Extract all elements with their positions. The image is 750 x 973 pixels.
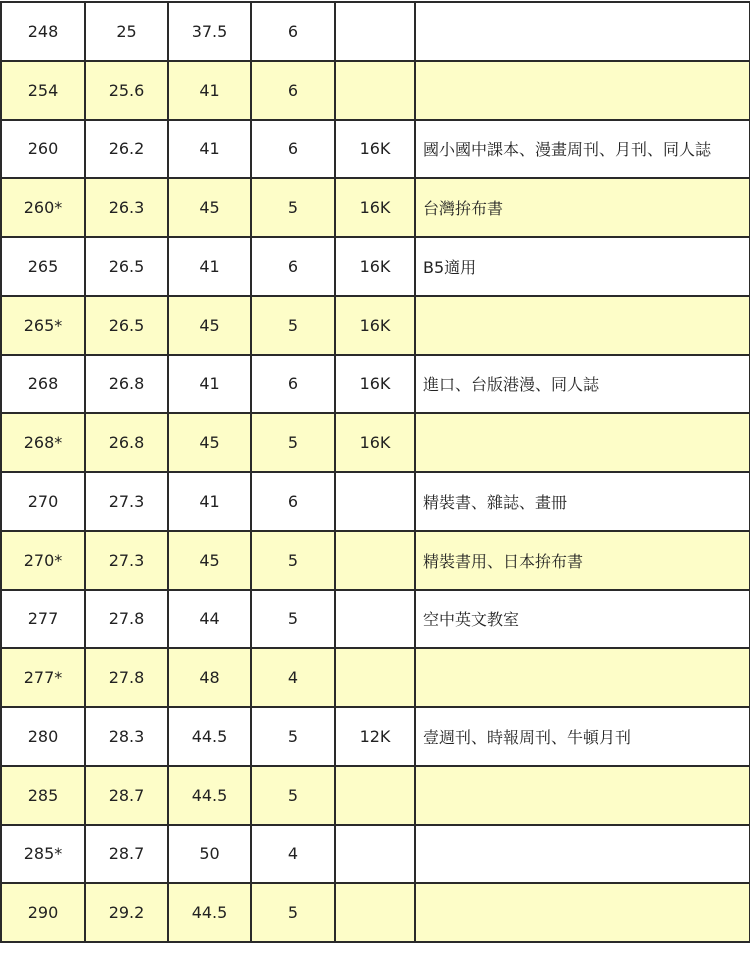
format-cell <box>335 590 415 649</box>
width-cell: 27.3 <box>85 472 168 531</box>
count-cell: 6 <box>251 61 335 120</box>
size-cell: 285* <box>1 825 85 884</box>
format-cell <box>335 825 415 884</box>
format-cell: 16K <box>335 413 415 472</box>
table-row <box>1 2 750 61</box>
note-cell <box>415 296 750 355</box>
table-row <box>1 883 750 942</box>
format-cell <box>335 2 415 61</box>
height-cell: 45 <box>168 413 251 472</box>
width-cell: 26.5 <box>85 237 168 296</box>
height-cell: 50 <box>168 825 251 884</box>
note-cell: 壹週刊、時報周刊、牛頓月刊 <box>415 707 750 766</box>
format-cell: 12K <box>335 707 415 766</box>
table-row <box>1 707 750 766</box>
height-cell: 41 <box>168 355 251 414</box>
height-cell: 44.5 <box>168 707 251 766</box>
count-cell: 5 <box>251 413 335 472</box>
size-cell: 260 <box>1 120 85 179</box>
note-cell: B5適用 <box>415 237 750 296</box>
width-cell: 26.8 <box>85 355 168 414</box>
height-cell: 37.5 <box>168 2 251 61</box>
size-cell: 265 <box>1 237 85 296</box>
height-cell: 44.5 <box>168 766 251 825</box>
size-cell: 290 <box>1 883 85 942</box>
width-cell: 26.5 <box>85 296 168 355</box>
note-cell <box>415 648 750 707</box>
height-cell: 41 <box>168 120 251 179</box>
table-row <box>1 531 750 590</box>
width-cell: 25.6 <box>85 61 168 120</box>
count-cell: 5 <box>251 883 335 942</box>
size-cell: 248 <box>1 2 85 61</box>
width-cell: 27.3 <box>85 531 168 590</box>
count-cell: 5 <box>251 531 335 590</box>
height-cell: 45 <box>168 178 251 237</box>
count-cell: 5 <box>251 178 335 237</box>
width-cell: 26.2 <box>85 120 168 179</box>
note-cell <box>415 825 750 884</box>
format-cell <box>335 766 415 825</box>
table-row <box>1 766 750 825</box>
size-cell: 265* <box>1 296 85 355</box>
note-cell <box>415 766 750 825</box>
table-row <box>1 61 750 120</box>
note-cell <box>415 413 750 472</box>
size-cell: 254 <box>1 61 85 120</box>
format-cell: 16K <box>335 296 415 355</box>
format-cell: 16K <box>335 237 415 296</box>
format-cell: 16K <box>335 178 415 237</box>
count-cell: 6 <box>251 355 335 414</box>
note-cell <box>415 883 750 942</box>
width-cell: 25 <box>85 2 168 61</box>
format-cell: 16K <box>335 355 415 414</box>
note-cell: 精裝書用、日本拚布書 <box>415 531 750 590</box>
size-cell: 268* <box>1 413 85 472</box>
width-cell: 27.8 <box>85 590 168 649</box>
width-cell: 29.2 <box>85 883 168 942</box>
width-cell: 28.3 <box>85 707 168 766</box>
note-cell <box>415 61 750 120</box>
count-cell: 4 <box>251 648 335 707</box>
count-cell: 6 <box>251 237 335 296</box>
note-cell: 空中英文教室 <box>415 590 750 649</box>
count-cell: 5 <box>251 707 335 766</box>
table-row <box>1 472 750 531</box>
table-row <box>1 296 750 355</box>
height-cell: 45 <box>168 531 251 590</box>
format-cell <box>335 883 415 942</box>
size-cell: 268 <box>1 355 85 414</box>
table-row <box>1 120 750 179</box>
format-cell <box>335 648 415 707</box>
table-row <box>1 648 750 707</box>
table-row <box>1 237 750 296</box>
size-cell: 260* <box>1 178 85 237</box>
size-cell: 285 <box>1 766 85 825</box>
note-cell: 台灣拚布書 <box>415 178 750 237</box>
size-cell: 280 <box>1 707 85 766</box>
count-cell: 6 <box>251 472 335 531</box>
format-cell <box>335 531 415 590</box>
format-cell <box>335 61 415 120</box>
format-cell: 16K <box>335 120 415 179</box>
count-cell: 6 <box>251 120 335 179</box>
format-cell <box>335 472 415 531</box>
table-row <box>1 590 750 649</box>
width-cell: 28.7 <box>85 825 168 884</box>
width-cell: 26.8 <box>85 413 168 472</box>
count-cell: 4 <box>251 825 335 884</box>
width-cell: 27.8 <box>85 648 168 707</box>
width-cell: 28.7 <box>85 766 168 825</box>
size-table <box>0 1 750 943</box>
height-cell: 44 <box>168 590 251 649</box>
table-row <box>1 825 750 884</box>
table-row <box>1 178 750 237</box>
count-cell: 6 <box>251 2 335 61</box>
size-cell: 277* <box>1 648 85 707</box>
size-cell: 270* <box>1 531 85 590</box>
count-cell: 5 <box>251 590 335 649</box>
width-cell: 26.3 <box>85 178 168 237</box>
size-cell: 277 <box>1 590 85 649</box>
size-table-body <box>1 2 750 942</box>
height-cell: 41 <box>168 61 251 120</box>
height-cell: 44.5 <box>168 883 251 942</box>
count-cell: 5 <box>251 766 335 825</box>
size-cell: 270 <box>1 472 85 531</box>
height-cell: 41 <box>168 237 251 296</box>
height-cell: 41 <box>168 472 251 531</box>
count-cell: 5 <box>251 296 335 355</box>
note-cell: 進口、台版港漫、同人誌 <box>415 355 750 414</box>
note-cell: 國小國中課本、漫畫周刊、月刊、同人誌 <box>415 120 750 179</box>
note-cell: 精裝書、雜誌、畫冊 <box>415 472 750 531</box>
height-cell: 48 <box>168 648 251 707</box>
table-row <box>1 413 750 472</box>
note-cell <box>415 2 750 61</box>
table-row <box>1 355 750 414</box>
height-cell: 45 <box>168 296 251 355</box>
